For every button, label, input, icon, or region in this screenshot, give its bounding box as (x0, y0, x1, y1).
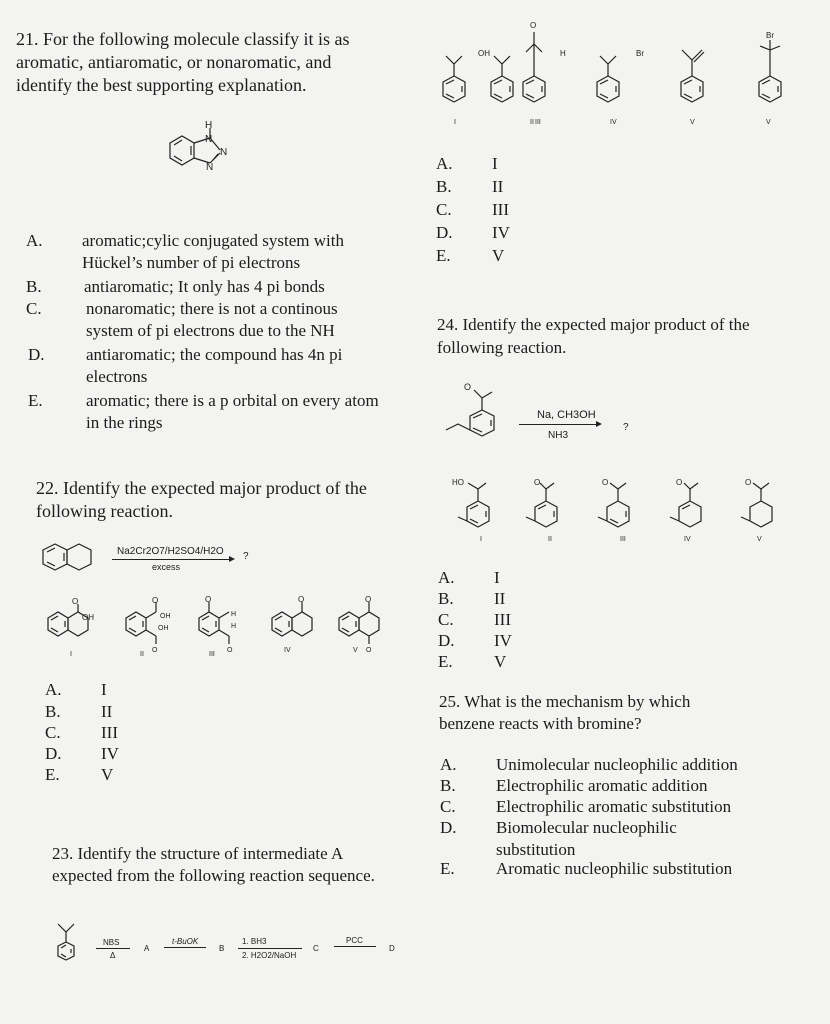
q22-question: 22. Identify the expected major product of the following reaction. (36, 478, 367, 521)
q24-iv-o-label: O (676, 478, 683, 487)
q25-option-c-text: Electrophilic aromatic substitution (496, 797, 732, 816)
q23-option-c[interactable] (436, 199, 509, 221)
q25-option-e[interactable] (440, 858, 733, 880)
q24-label-ii: II (548, 536, 552, 543)
q23-label-iii: III (535, 119, 541, 126)
q23-option-a[interactable] (436, 153, 498, 175)
q22-option-e-text: V (101, 765, 114, 784)
q21-option-d[interactable] (28, 344, 343, 386)
q24-option-c-text: III (494, 610, 511, 629)
q23-structure-vi (752, 30, 792, 128)
q24-label-v: V (757, 536, 762, 543)
q21-option-e-letter: E. (28, 391, 43, 410)
q22-label-ii: II (140, 651, 144, 658)
q21-option-e-text: aromatic; there is a p orbital on every atom in the rings (86, 391, 379, 432)
q25-option-b-letter: B. (440, 776, 456, 795)
q22-ii-oh1: OH (160, 613, 171, 620)
q24-arrowhead (596, 421, 602, 427)
q22-option-b-text: II (101, 702, 113, 721)
q22-option-d-text: IV (101, 744, 119, 763)
q23-option-a-text: I (492, 154, 498, 173)
q24-ii-o-label: O (534, 478, 541, 487)
q23-option-e-letter: E. (436, 246, 451, 265)
q22-ii-oh2: OH (158, 625, 169, 632)
q23-structure-v (678, 38, 728, 128)
q24-label-iv: IV (684, 536, 691, 543)
q22-ii-o-bottom: O (152, 647, 158, 654)
q21-option-c[interactable] (26, 298, 338, 340)
q22-option-d-letter: D. (45, 744, 62, 763)
q23-label-v: V (690, 119, 695, 126)
q25-option-e-text: Aromatic nucleophilic substitution (496, 859, 733, 878)
q22-iii-h2: H (231, 623, 237, 630)
q22-i-o-label: O (72, 597, 79, 606)
q23-structure-iii (520, 22, 580, 128)
q21-option-e[interactable] (28, 390, 379, 432)
q21-option-b-letter: B. (26, 277, 42, 296)
q22-option-a-text: I (101, 680, 107, 699)
q24-structure-iv (662, 475, 722, 545)
q23-product-c: C (313, 944, 319, 953)
q24-option-b[interactable] (438, 588, 506, 610)
q22-condition: excess (152, 562, 181, 572)
q23-label-iv: IV (610, 119, 617, 126)
q22-option-e[interactable] (45, 764, 114, 786)
q24-option-e[interactable] (438, 651, 507, 673)
q24-option-c[interactable] (438, 609, 511, 631)
q24-structure-v (735, 475, 795, 545)
q24-option-c-letter: C. (438, 610, 454, 629)
q23-step4-arrow (334, 946, 376, 947)
q22-label-iv: IV (284, 647, 291, 654)
q22-reactant-tetralin (38, 540, 108, 576)
q21-n3-label: N (206, 162, 214, 173)
q23-option-b-letter: B. (436, 177, 452, 196)
q25-option-d-letter: D. (440, 818, 457, 837)
q25-option-d-text: Biomolecular nucleophilic substitution (496, 818, 677, 859)
q24-reactant (438, 380, 518, 450)
q25-option-b-text: Electrophilic aromatic addition (496, 776, 708, 795)
q23-option-e[interactable] (436, 245, 505, 267)
q22-label-i: I (70, 651, 72, 658)
q22-label-v: V (353, 647, 358, 654)
q21-option-c-text: nonaromatic; there is not a continous system of pi electrons due to the NH (86, 299, 338, 340)
q24-option-d[interactable] (438, 630, 512, 652)
q24-label-iii: III (620, 536, 626, 543)
q23-intermediate-a: A (144, 944, 150, 953)
q21-option-d-letter: D. (28, 345, 45, 364)
q22-reagent: Na2Cr2O7/H2SO4/H2O (117, 546, 224, 557)
q23-ii-oh-label: OH (478, 49, 490, 58)
q23-option-d-letter: D. (436, 223, 453, 242)
q22-option-d[interactable] (45, 743, 119, 765)
q23-option-a-letter: A. (436, 154, 453, 173)
q24-question: 24. Identify the expected major product of the following reaction. (437, 315, 750, 357)
q23-vi-br-label: Br (766, 31, 774, 40)
q24-label-i: I (480, 536, 482, 543)
q24-v-o-label: O (745, 478, 752, 487)
q23-option-c-letter: C. (436, 200, 452, 219)
q25-option-a-text: Unimolecular nucleophilic addition (496, 755, 738, 774)
q25-option-e-letter: E. (440, 859, 455, 878)
q24-product-unknown: ? (623, 422, 629, 433)
q25-option-a[interactable] (440, 754, 738, 776)
q21-n1-label: N (205, 134, 213, 145)
q21-option-a[interactable] (26, 230, 345, 272)
q23-question: 23. Identify the structure of intermediate A expected from the following reaction sequence. (52, 844, 375, 885)
q25-question: 25. What is the mechanism by which benzene reacts with bromine? (439, 692, 691, 733)
q23-step1-arrow (96, 948, 130, 949)
q22-i-oh-label: OH (82, 613, 94, 622)
q22-structure-ii (120, 598, 190, 660)
q25-option-d[interactable] (440, 817, 677, 859)
q25-option-b[interactable] (440, 775, 708, 797)
q24-condition: NH3 (548, 430, 569, 441)
q21-option-b-text: antiaromatic; It only has 4 pi bonds (84, 277, 325, 296)
q23-product-d: D (389, 944, 395, 953)
q24-option-d-letter: D. (438, 631, 455, 650)
q22-option-a-letter: A. (45, 680, 62, 699)
q22-ii-o-top: O (152, 596, 159, 605)
q21-benzotriazole-structure (160, 118, 250, 188)
q21-option-c-letter: C. (26, 299, 42, 318)
q24-option-e-text: V (494, 652, 507, 671)
q23-step4-reagent: PCC (346, 936, 363, 945)
q23-step1-condition: Δ (110, 951, 116, 960)
q24-reagent: Na, CH3OH (537, 409, 596, 421)
q23-step3-condition: 2. H2O2/NaOH (242, 951, 297, 960)
q21-h-label: H (205, 120, 213, 131)
q22-v-o-top: O (365, 595, 372, 604)
q22-iii-o-top: O (205, 595, 212, 604)
q23-option-c-text: III (492, 200, 509, 219)
q22-option-b[interactable] (45, 701, 113, 723)
q24-iii-o-label: O (602, 478, 609, 487)
q22-arrow (112, 559, 230, 560)
q24-reactant-o-label: O (464, 382, 472, 392)
q23-label-vi: V (766, 119, 771, 126)
q23-iii-h-label: H (560, 49, 566, 58)
q21-option-a-letter: A. (26, 231, 43, 250)
q22-v-o-bottom: O (366, 647, 372, 654)
q24-i-ho-label: HO (452, 478, 464, 487)
q24-option-b-text: II (494, 589, 506, 608)
q23-iv-br-label: Br (636, 49, 644, 58)
q23-step3-arrow (238, 948, 302, 949)
q23-iii-o-label: O (530, 21, 537, 30)
q22-iii-o-bottom: O (227, 647, 233, 654)
q24-structure-i (450, 475, 510, 545)
q22-option-c-letter: C. (45, 723, 61, 742)
q24-option-a-letter: A. (438, 568, 455, 587)
q22-arrowhead (229, 556, 235, 562)
q22-option-a[interactable] (45, 679, 107, 701)
q23-step2-arrow (164, 947, 206, 948)
q23-option-b[interactable] (436, 176, 504, 198)
q21-option-b[interactable] (26, 276, 325, 298)
q22-iii-h1: H (231, 611, 237, 618)
q22-option-e-letter: E. (45, 765, 60, 784)
q24-option-e-letter: E. (438, 652, 453, 671)
q22-structure-i (42, 598, 112, 660)
q23-step1-reagent: NBS (103, 938, 120, 947)
q24-structure-iii (590, 475, 650, 545)
q24-arrow (519, 424, 597, 425)
q23-option-d[interactable] (436, 222, 510, 244)
q22-option-c[interactable] (45, 722, 118, 744)
q22-product-unknown: ? (243, 551, 249, 562)
q21-option-d-text: antiaromatic; the compound has 4n pi electrons (86, 345, 343, 386)
q21-n2-label: N (220, 147, 228, 158)
q23-product-b: B (219, 944, 225, 953)
q25-option-a-letter: A. (440, 755, 457, 774)
q23-option-e-text: V (492, 246, 505, 265)
q24-option-d-text: IV (494, 631, 512, 650)
q22-structure-iii (193, 595, 263, 660)
q23-step2-reagent: t-BuOK (172, 937, 199, 946)
q22-structure-iv (266, 596, 336, 658)
q22-iv-o-label: O (298, 595, 305, 604)
q25-option-c[interactable] (440, 796, 732, 818)
q23-label-i: I (454, 119, 456, 126)
q23-label-ii: II (530, 119, 534, 126)
q25-option-c-letter: C. (440, 797, 456, 816)
q22-option-c-text: III (101, 723, 118, 742)
q23-structure-iv (598, 38, 658, 128)
q22-option-b-letter: B. (45, 702, 61, 721)
q23-option-b-text: II (492, 177, 504, 196)
q24-option-a[interactable] (438, 567, 500, 589)
q24-structure-ii (516, 475, 576, 545)
q21-question: 21. For the following molecule classify it is as aromatic, antiaromatic, or nonaromatic, and identify the best supporting explanation. (16, 29, 350, 95)
q22-label-iii: III (209, 651, 215, 658)
q22-structure-v (333, 596, 403, 658)
q21-option-a-text: aromatic;cylic conjugated system with Hückel’s number of pi electrons (82, 231, 345, 272)
q23-reactant-cumene (54, 918, 94, 970)
q24-option-b-letter: B. (438, 589, 454, 608)
q23-step3-reagent: 1. BH3 (242, 937, 267, 946)
q24-option-a-text: I (494, 568, 500, 587)
q23-option-d-text: IV (492, 223, 510, 242)
